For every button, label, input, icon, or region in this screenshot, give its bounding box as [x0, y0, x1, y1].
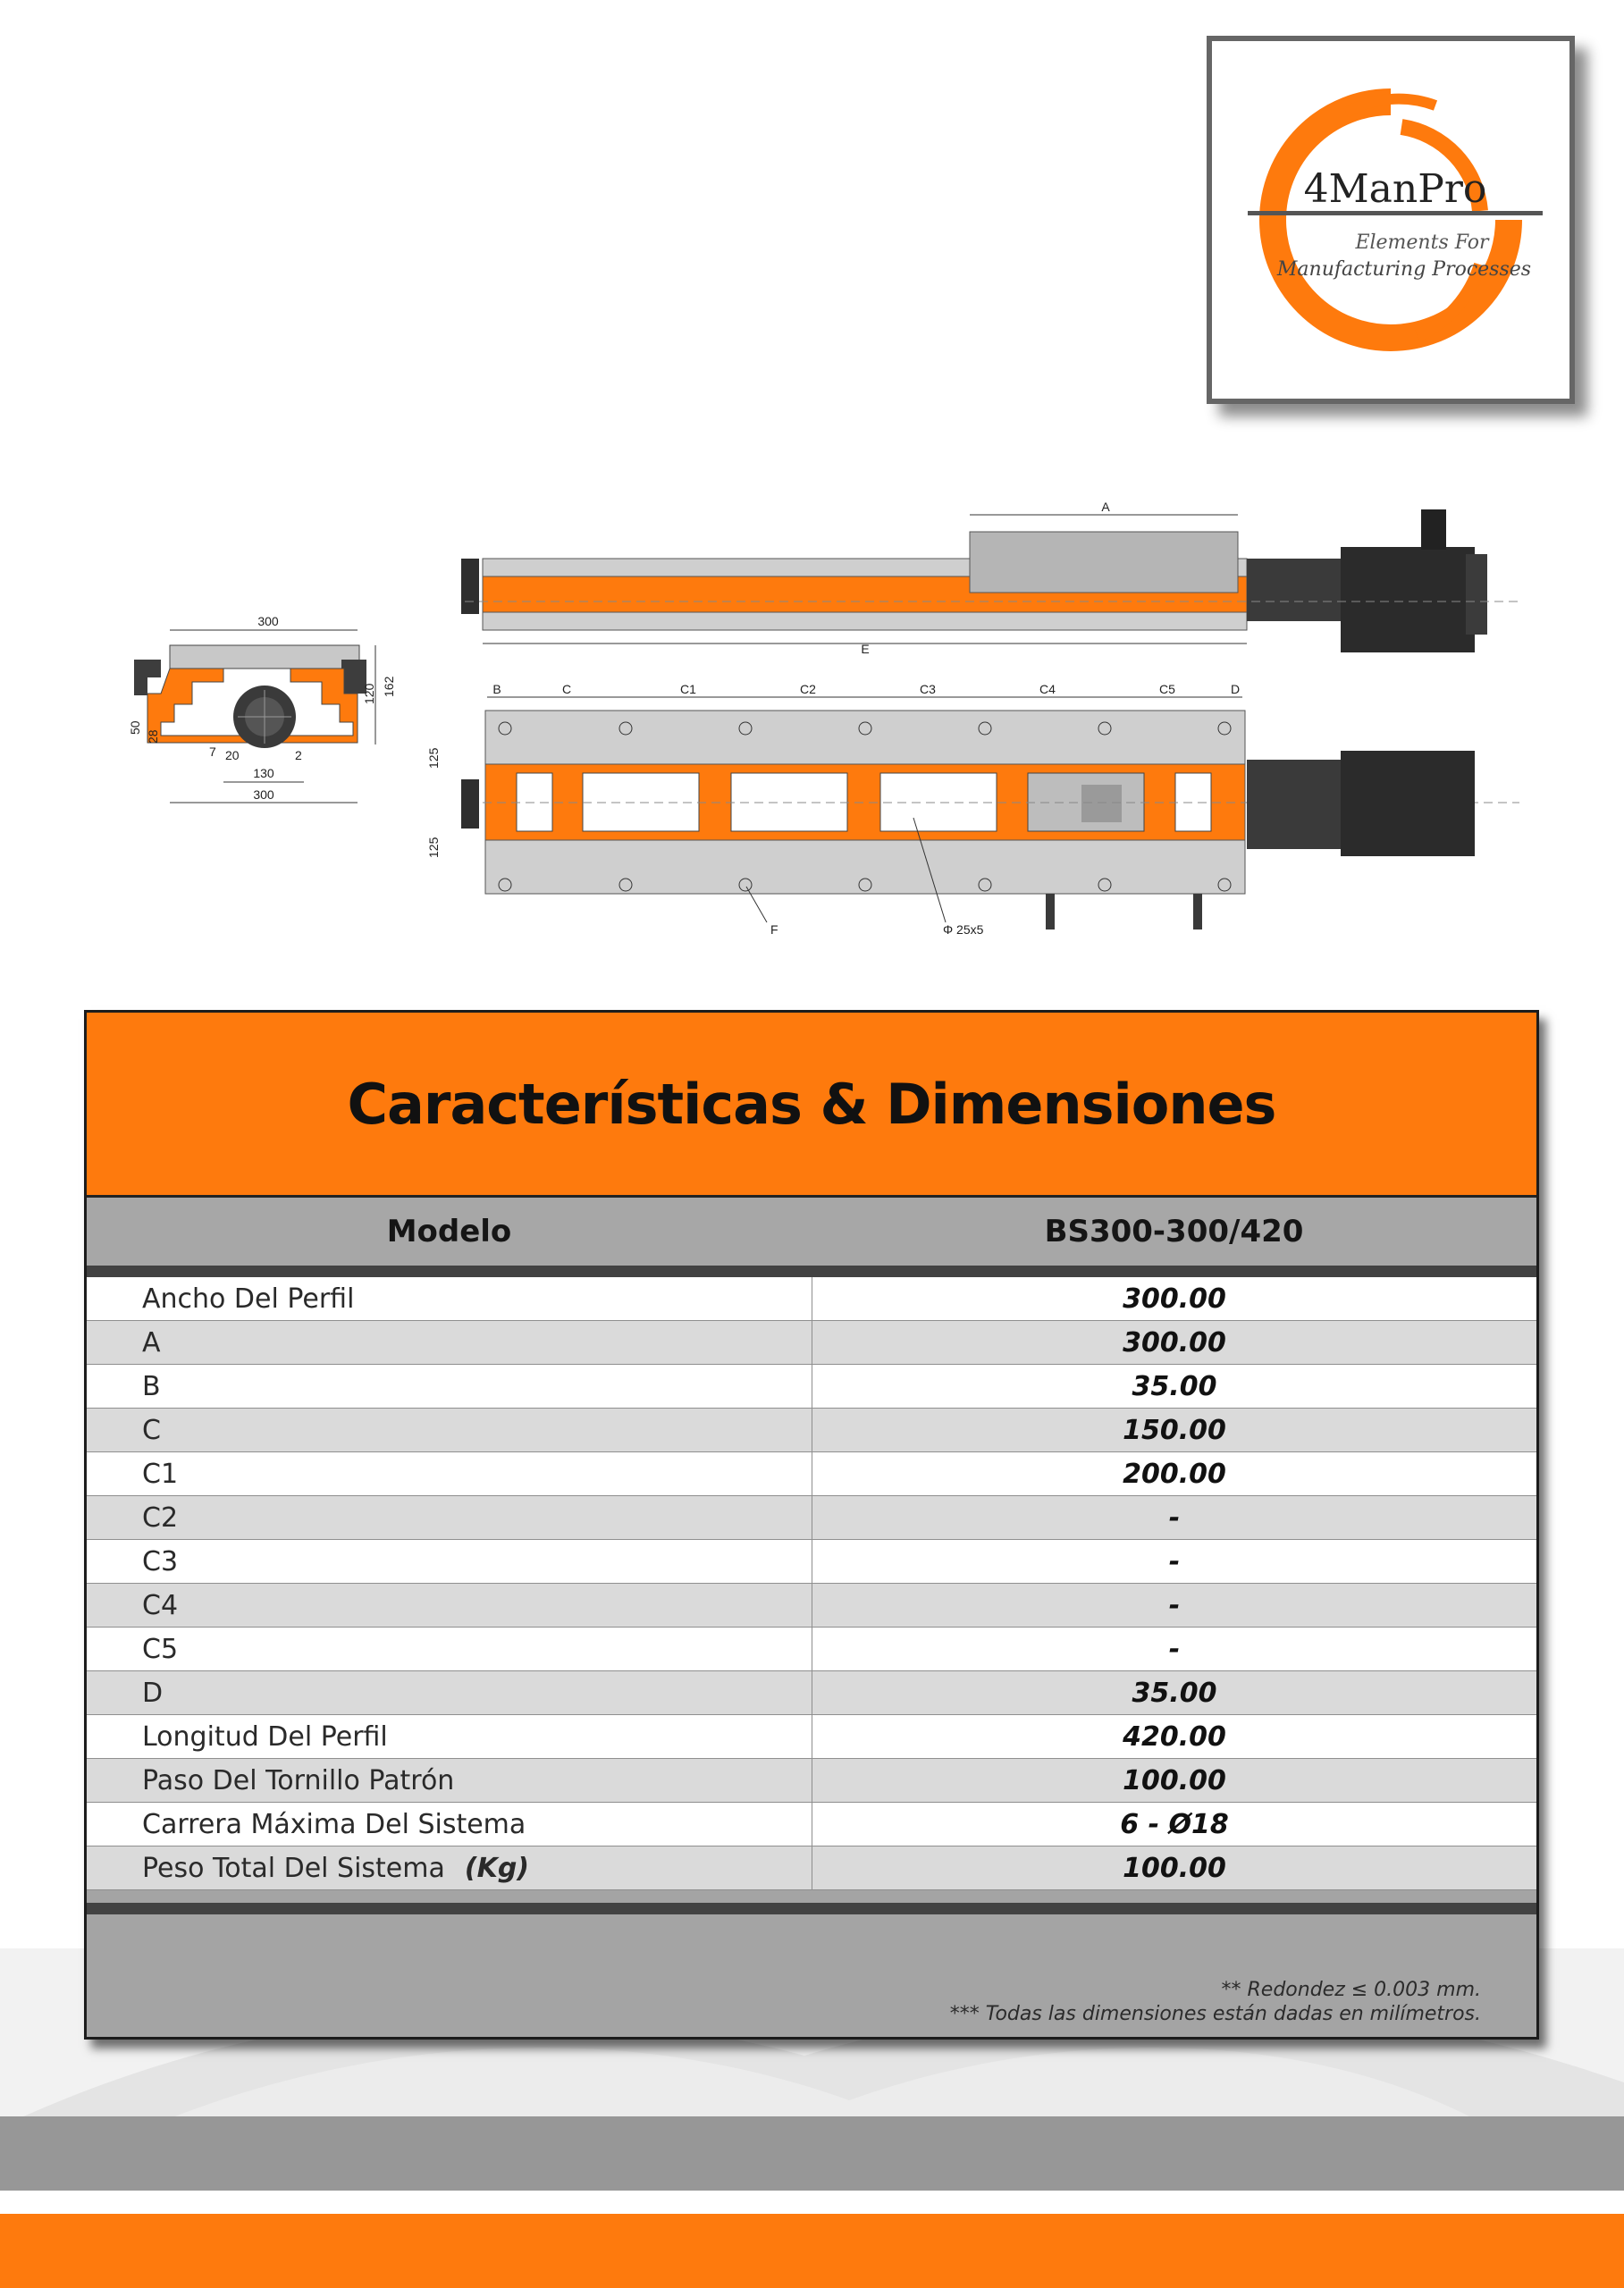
row-label-with-unit — [87, 1846, 812, 1889]
side-dim-A: A — [1101, 500, 1110, 514]
row-label: C1 — [87, 1452, 812, 1495]
row-value: - — [1168, 1633, 1181, 1665]
row-label: C — [87, 1409, 812, 1451]
logo-emblem — [1212, 41, 1569, 399]
section-dim-28: 28 — [146, 729, 160, 744]
top-hole-label: F — [770, 922, 778, 937]
top-screw-label: Φ 25x5 — [943, 922, 984, 937]
row-value: - — [1168, 1589, 1181, 1621]
row-label: Carrera Máxima Del Sistema — [87, 1803, 812, 1846]
row-label: B — [87, 1365, 812, 1408]
top-label-B: B — [492, 682, 501, 696]
row-label: C4 — [87, 1584, 812, 1627]
row-label: Paso Del Tornillo Patrón — [87, 1759, 812, 1802]
section-dim-300-bottom: 300 — [253, 787, 274, 802]
row-value: 150.00 — [1123, 1414, 1226, 1446]
side-dim-E: E — [861, 642, 870, 656]
header-label: Modelo — [386, 1214, 512, 1249]
section-dim-130: 130 — [253, 766, 274, 780]
spec-title: Características & Dimensiones — [347, 1071, 1276, 1137]
table-row — [87, 1452, 1536, 1496]
table-row — [87, 1803, 1536, 1846]
row-label: Ancho Del Perfil — [87, 1277, 812, 1320]
top-label-D: D — [1230, 682, 1241, 696]
spec-table — [84, 1010, 1539, 2040]
row-label: C5 — [87, 1628, 812, 1670]
brand-logo — [1207, 36, 1575, 404]
footer-gray-band — [0, 2116, 1624, 2191]
row-label: C3 — [87, 1540, 812, 1583]
row-value: 100.00 — [1123, 1852, 1226, 1884]
table-row — [87, 1496, 1536, 1540]
row-value: 35.00 — [1132, 1677, 1217, 1709]
row-label: C2 — [87, 1496, 812, 1539]
top-dim-125-lower: 125 — [426, 837, 441, 858]
header-value: BS300-300/420 — [1044, 1214, 1304, 1249]
section-dim-162: 162 — [382, 676, 396, 697]
table-row — [87, 1540, 1536, 1584]
table-row — [87, 1409, 1536, 1452]
row-value: 100.00 — [1123, 1764, 1226, 1796]
logo-tagline-1: Elements For — [1355, 231, 1489, 254]
section-dim-20: 20 — [225, 748, 240, 762]
table-row — [87, 1715, 1536, 1759]
spec-notes — [950, 1978, 1481, 2026]
row-label: Peso Total Del Sistema — [142, 1852, 445, 1884]
table-row — [87, 1759, 1536, 1803]
table-row — [87, 1584, 1536, 1628]
logo-wordmark: 4ManPro — [1303, 166, 1487, 212]
top-label-C4: C4 — [1039, 682, 1056, 696]
row-value: 420.00 — [1123, 1720, 1226, 1753]
side-view — [461, 500, 1519, 656]
logo-tagline-2: Manufacturing Processes — [1276, 258, 1532, 281]
row-value: - — [1168, 1545, 1181, 1577]
section-dim-120: 120 — [362, 683, 376, 704]
row-value: - — [1168, 1502, 1181, 1534]
technical-drawing — [0, 483, 1624, 947]
section-dim-7: 7 — [209, 744, 216, 759]
spec-rows — [87, 1277, 1536, 1890]
table-row — [87, 1365, 1536, 1409]
row-value: 300.00 — [1123, 1326, 1226, 1358]
top-label-C5: C5 — [1159, 682, 1175, 696]
section-dim-2: 2 — [295, 748, 302, 762]
row-label: A — [87, 1321, 812, 1364]
section-view — [128, 614, 396, 803]
top-label-C1: C1 — [680, 682, 696, 696]
table-row — [87, 1628, 1536, 1671]
note-roundness: ** Redondez ≤ 0.003 mm. — [1221, 1979, 1481, 2001]
table-row — [87, 1671, 1536, 1715]
top-label-C: C — [561, 682, 572, 696]
table-row — [87, 1846, 1536, 1890]
row-value: 35.00 — [1132, 1370, 1217, 1402]
row-value: 6 - Ø18 — [1120, 1808, 1229, 1840]
table-row — [87, 1277, 1536, 1321]
header-separator — [87, 1266, 1536, 1277]
spec-header-row — [87, 1198, 1536, 1266]
top-label-C2: C2 — [800, 682, 816, 696]
row-unit: (Kg) — [464, 1852, 530, 1884]
row-value: 200.00 — [1123, 1458, 1226, 1490]
spec-title-band — [87, 1013, 1536, 1198]
top-label-C3: C3 — [920, 682, 936, 696]
footer-orange-band — [0, 2214, 1624, 2288]
top-dim-125-upper: 125 — [426, 747, 441, 769]
note-units: *** Todas las dimensiones están dadas en milímetros. — [949, 2003, 1481, 2025]
row-value: 300.00 — [1123, 1283, 1226, 1315]
table-row — [87, 1321, 1536, 1365]
top-view — [426, 682, 1519, 937]
footer-separator — [87, 1903, 1536, 1914]
section-dim-50: 50 — [128, 720, 142, 735]
section-dim-top: 300 — [257, 614, 279, 628]
row-label: D — [87, 1671, 812, 1714]
row-label: Longitud Del Perfil — [87, 1715, 812, 1758]
